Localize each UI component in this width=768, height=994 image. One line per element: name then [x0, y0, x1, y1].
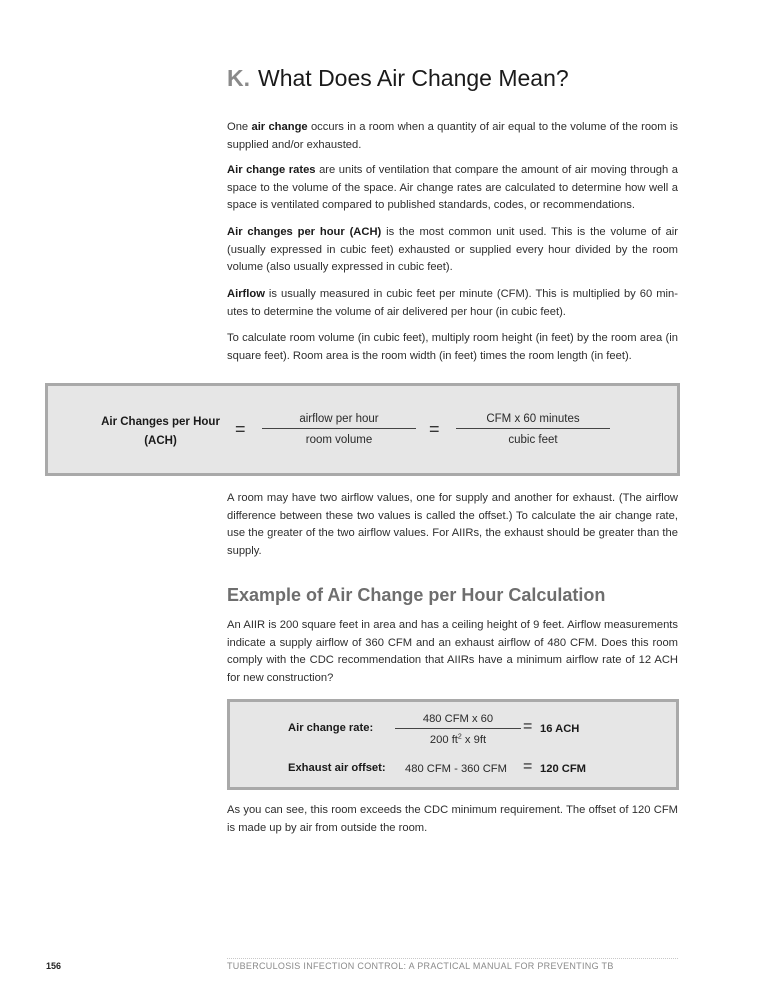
exhaust-offset-label: Exhaust air offset: [288, 762, 386, 774]
exhaust-offset-expression: 480 CFM - 360 CFM [405, 763, 507, 775]
section-title [227, 62, 687, 94]
paragraph-airflow: Airflow is usually measured in cubic feet per minute (CFM). This is multiplied by 60 min- utes to determine the volume of air delivered per hour (in cubic feet). [227, 288, 678, 318]
paragraph-air-change: One air change occurs in a room when a quantity of air equal to the volume of the room is supplied and/or exhausted. [227, 121, 678, 151]
example-heading: Example of Air Change per Hour Calculation [227, 585, 606, 605]
paragraph-room-volume: To calculate room volume (in cubic feet), multiply room height (in feet) by the room area (in square feet). Room area is the room width (in feet) times the room length (in feet). [227, 332, 678, 362]
paragraph-offset: A room may have two airflow values, one for supply and another for exhaust. (The airflow difference between these two values is called the offset.) To calculate the air change rate, use the greater of the two airflow values. For AIIRs, the exhaust should be greater than the supply. [227, 492, 678, 557]
running-head: TUBERCULOSIS INFECTION CONTROL: A PRACTICAL MANUAL FOR PREVENTING TB [227, 961, 614, 971]
fraction-denominator: room volume [305, 434, 373, 446]
fraction-numerator: 480 CFM x 60 [395, 710, 521, 729]
term-airflow: Airflow [227, 288, 265, 300]
paragraph-ach: Air changes per hour (ACH) is the most common unit used. This is the volume of air (usually expressed in cubic feet) exhausted or supplied every hour divided by the room volume (also usually expressed in cubic feet). [227, 226, 678, 274]
fraction-numerator: airflow per hour [262, 410, 416, 429]
exhaust-offset-result: 120 CFM [540, 763, 587, 775]
air-change-rate-fraction [395, 710, 521, 747]
equals-sign: = [429, 419, 440, 439]
fraction-cfm-over-cubic-feet [456, 410, 610, 447]
section-letter: K. [227, 65, 250, 91]
example-calculation-box [227, 699, 679, 790]
paragraph-example-intro: An AIIR is 200 square feet in area and has a ceiling height of 9 feet. Airflow measurements indicate a supply airflow of 360 CFM and an exhaust airflow of 480 CFM. Does this room comply with the CDC recommendation that AIIRs have a minimum airflow rate of 12 ACH for new construction? [227, 619, 678, 684]
term-air-change-rates: Air change rates [227, 164, 316, 176]
term-air-change: air change [251, 121, 308, 133]
equals-sign: = [235, 419, 246, 439]
fraction-denominator: cubic feet [508, 434, 558, 446]
page-number: 156 [46, 961, 62, 971]
term-ach: Air changes per hour (ACH) [227, 226, 382, 238]
section-title-text: What Does Air Change Mean? [258, 65, 569, 91]
ach-formula-box [45, 383, 680, 476]
fraction-numerator: CFM x 60 minutes [456, 410, 610, 429]
footer-divider [227, 958, 678, 959]
formula-label: Air Changes per Hour (ACH) [101, 416, 220, 447]
paragraph-conclusion: As you can see, this room exceeds the CDC minimum requirement. The offset of 120 CFM is made up by air from outside the room. [227, 804, 678, 834]
equals-sign: = [523, 718, 533, 735]
equals-sign: = [523, 758, 533, 775]
paragraph-air-change-rates: Air change rates are units of ventilation that compare the amount of air moving through a space to the volume of the space. Air change rates are calculated to determine how well a space is ventilated compared to published standards, codes, or recommendations. [227, 164, 679, 212]
air-change-rate-label: Air change rate: [288, 722, 374, 734]
fraction-airflow-over-volume [262, 410, 416, 447]
air-change-rate-result: 16 ACH [540, 723, 580, 735]
fraction-denominator: 200 $ft^2$ x 9ft [429, 733, 487, 746]
